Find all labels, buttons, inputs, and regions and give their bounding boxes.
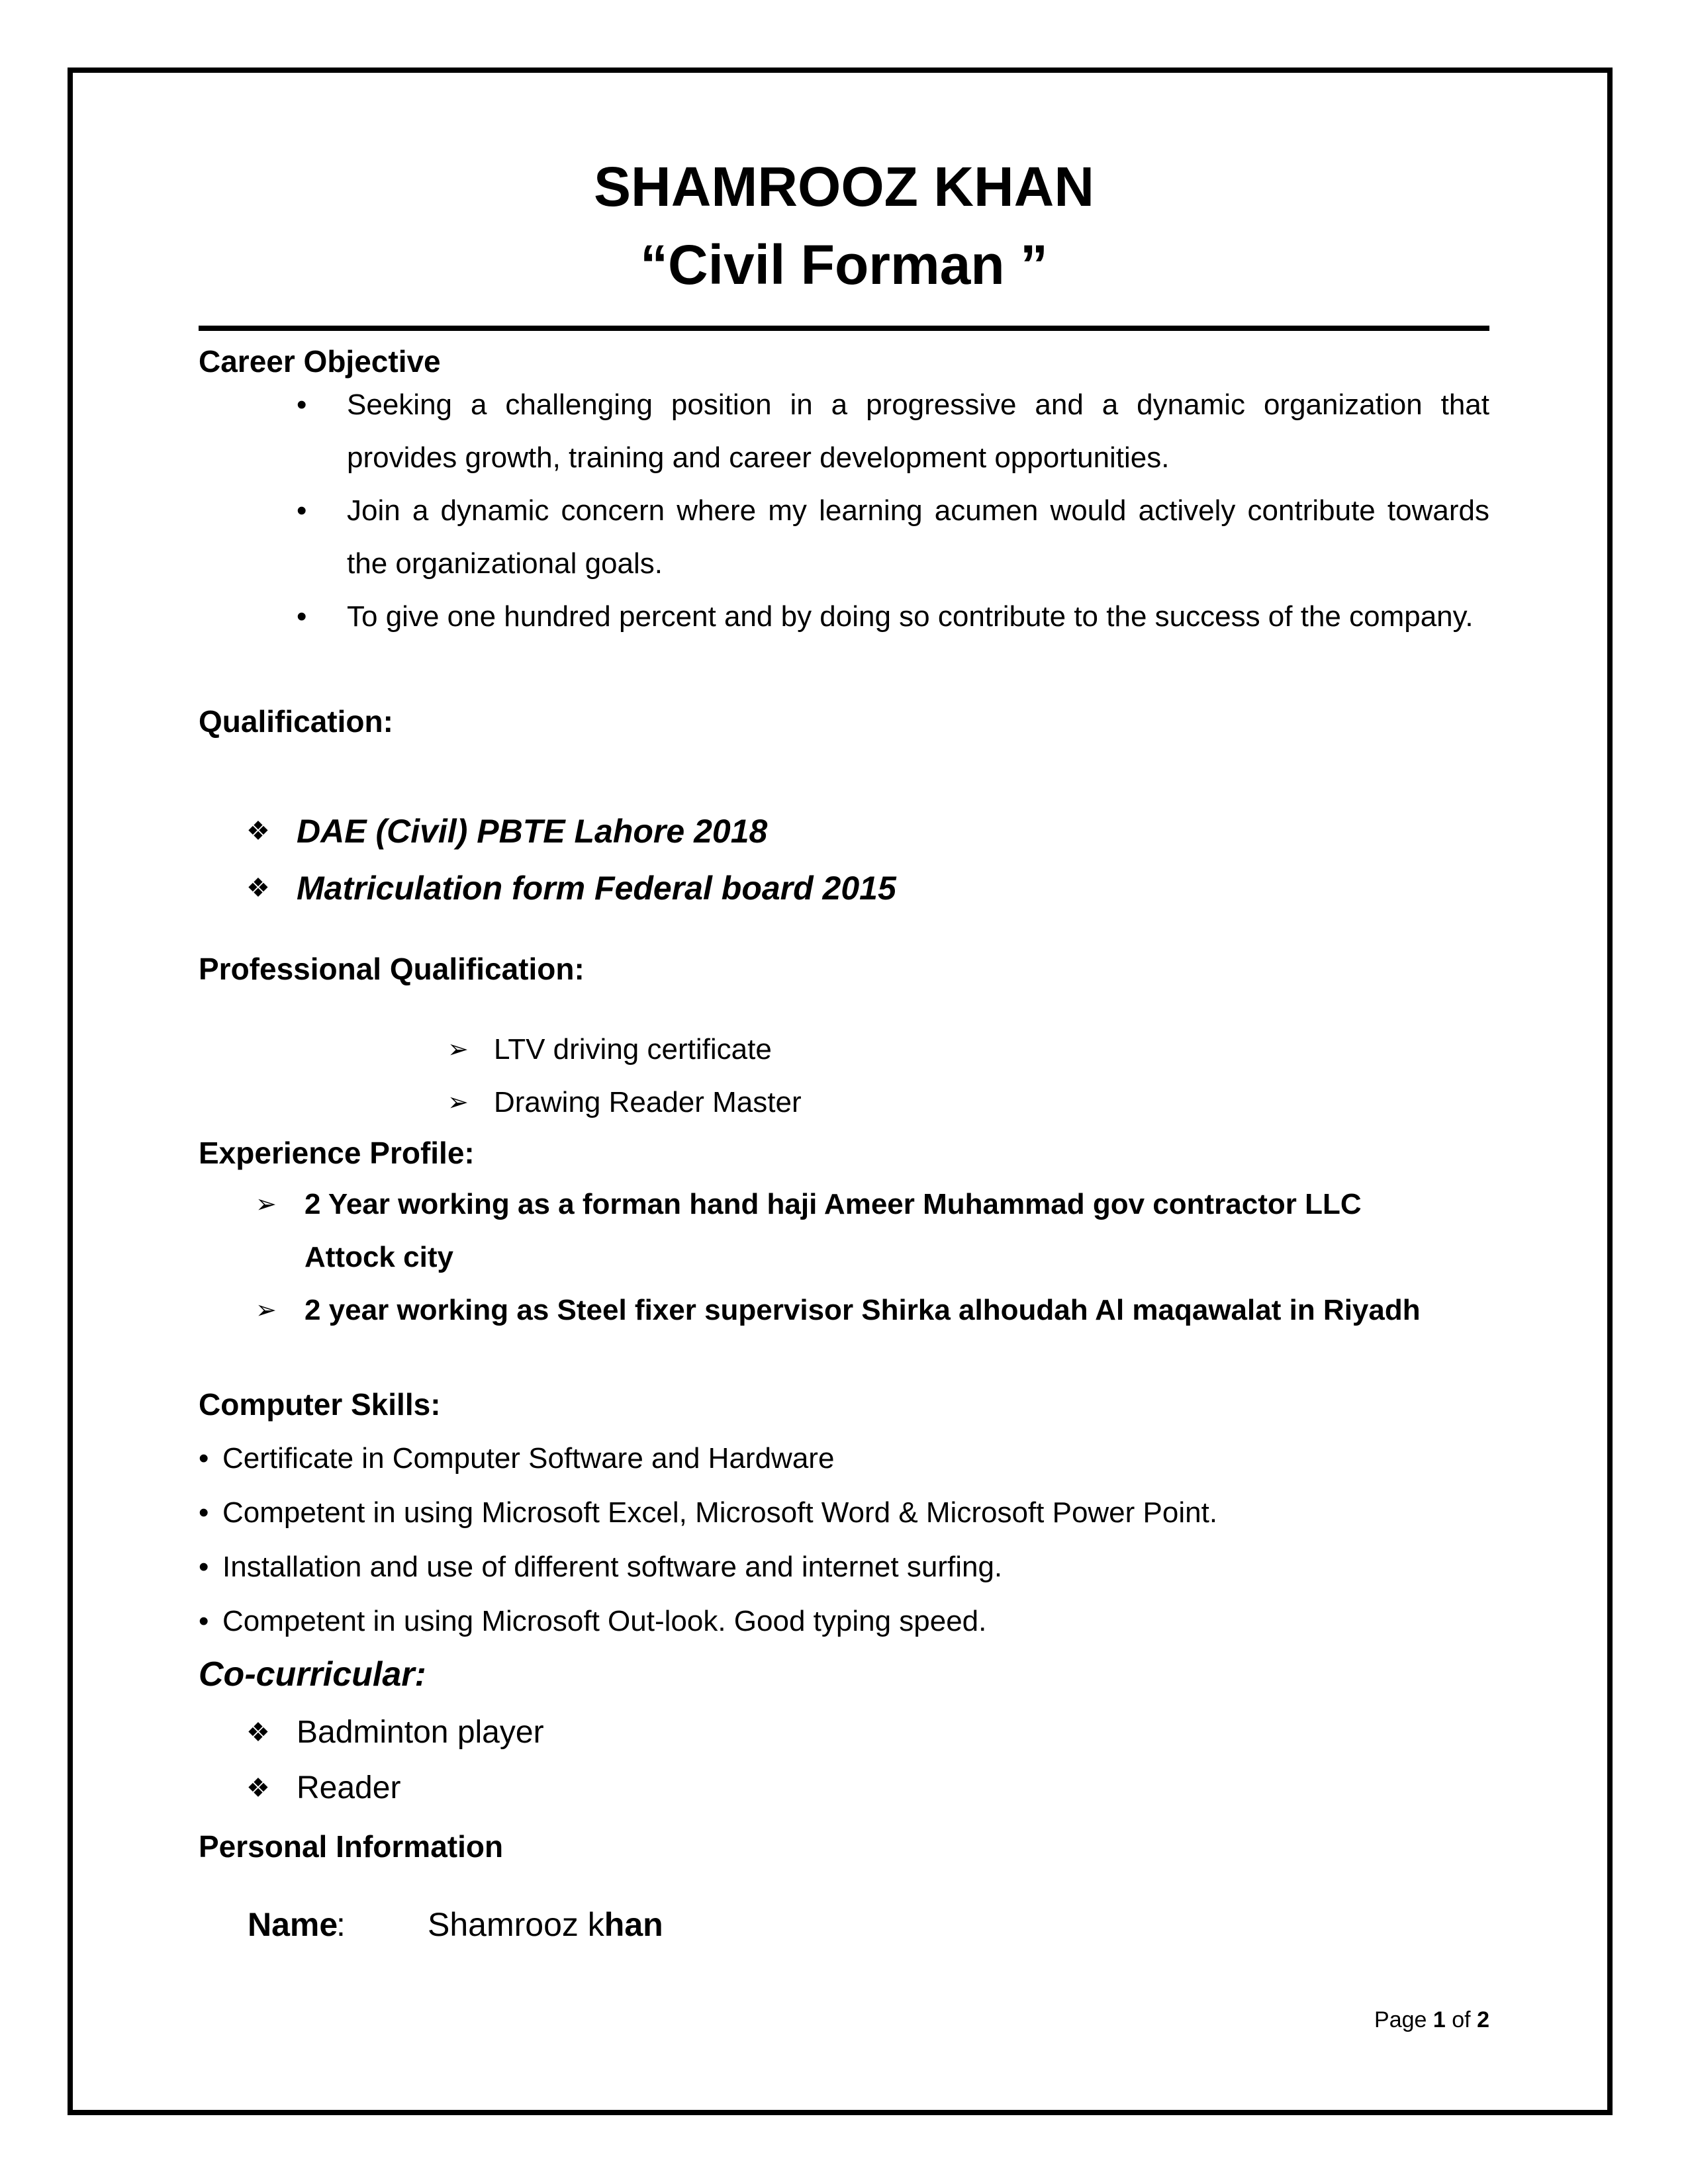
co-curricular-item: Reader	[297, 1770, 401, 1805]
bullet-dot-icon: •	[297, 600, 307, 633]
bullet-dot-icon: •	[297, 494, 307, 527]
header-divider	[199, 326, 1489, 331]
experience-heading: Experience Profile:	[199, 1136, 475, 1170]
career-objective-heading: Career Objective	[199, 344, 441, 379]
experience-item: 2 year working as Steel fixer supervisor Shirka alhoudah Al maqawalat in Riyadh	[305, 1294, 1421, 1326]
resume-title: “Civil Forman ”	[639, 234, 1049, 296]
professional-qualification-heading: Professional Qualification:	[199, 952, 585, 986]
experience-item-continued: Attock city	[305, 1241, 453, 1273]
professional-qualification-item: Drawing Reader Master	[494, 1086, 802, 1118]
name-colon: :	[336, 1906, 346, 1943]
computer-skill-item: Installation and use of different software and internet surfing.	[222, 1551, 1003, 1583]
qualification-item: Matriculation form Federal board 2015	[297, 870, 896, 907]
arrow-bullet-icon: ➢	[256, 1297, 277, 1324]
computer-skill-item: Certificate in Computer Software and Hardware	[222, 1442, 835, 1475]
name-value-plain: Shamrooz k	[428, 1906, 604, 1943]
diamond-bullet-icon: ❖	[246, 1774, 270, 1803]
total-pages: 2	[1477, 2007, 1489, 2032]
name-value	[428, 1905, 663, 1944]
co-curricular-heading: Co-curricular:	[199, 1655, 426, 1694]
page-number	[1374, 2007, 1489, 2033]
qualification-item: DAE (Civil) PBTE Lahore 2018	[297, 813, 768, 850]
bullet-dot-icon: •	[199, 1605, 209, 1637]
diamond-bullet-icon: ❖	[246, 1718, 270, 1747]
bullet-dot-icon: •	[297, 388, 307, 421]
diamond-bullet-icon: ❖	[246, 874, 270, 903]
objective-text: Seeking a challenging position in a progressive and a dynamic organization that provides growth, training and career development opportunities.	[347, 388, 1489, 474]
computer-skills-heading: Computer Skills:	[199, 1387, 441, 1422]
computer-skill-item: Competent in using Microsoft Excel, Microsoft Word & Microsoft Power Point.	[222, 1496, 1218, 1529]
qualification-heading: Qualification:	[199, 704, 393, 739]
arrow-bullet-icon: ➢	[447, 1089, 469, 1116]
experience-item: 2 Year working as a forman hand haji Ameer Muhammad gov contractor LLC	[305, 1188, 1362, 1220]
bullet-dot-icon: •	[199, 1551, 209, 1583]
bullet-dot-icon: •	[199, 1442, 209, 1475]
arrow-bullet-icon: ➢	[447, 1036, 469, 1064]
objective-text: To give one hundred percent and by doing so contribute to the success of the company.	[347, 600, 1474, 633]
professional-qualification-item: LTV driving certificate	[494, 1033, 772, 1066]
name-value-bold: han	[604, 1906, 663, 1943]
of-word: of	[1452, 2007, 1471, 2032]
co-curricular-item: Badminton player	[297, 1715, 544, 1750]
diamond-bullet-icon: ❖	[246, 817, 270, 846]
personal-information-heading: Personal Information	[199, 1829, 504, 1864]
current-page: 1	[1432, 2007, 1446, 2032]
objective-text: Join a dynamic concern where my learning acumen would actively contribute towards the organizational goals.	[347, 494, 1489, 580]
bullet-dot-icon: •	[199, 1496, 209, 1529]
page-word: Page	[1374, 2007, 1427, 2032]
resume-name: SHAMROOZ KHAN	[594, 156, 1094, 218]
computer-skill-item: Competent in using Microsoft Out-look. Good typing speed.	[222, 1605, 987, 1637]
name-label: Name	[248, 1906, 338, 1943]
arrow-bullet-icon: ➢	[256, 1191, 277, 1218]
